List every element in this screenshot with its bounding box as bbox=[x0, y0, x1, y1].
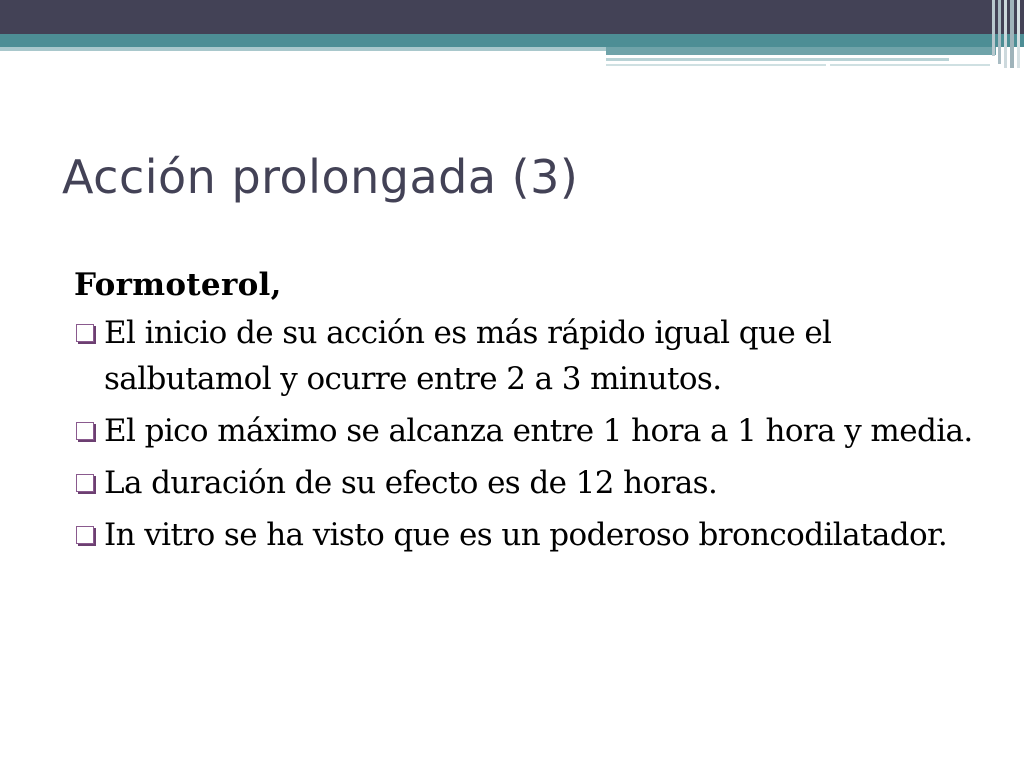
square-bullet-icon bbox=[76, 474, 94, 492]
bullet-text: El inicio de su acción es más rápido igual que el salbutamol y ocurre entre 2 a 3 minutos. bbox=[104, 315, 832, 397]
header-vertical-stripe bbox=[1004, 0, 1007, 68]
header-notch-line bbox=[606, 47, 996, 55]
header-notch-line bbox=[606, 64, 826, 66]
header-notch-line bbox=[830, 64, 990, 66]
header-band-teal bbox=[0, 34, 1024, 47]
header-band-dark bbox=[0, 0, 1024, 34]
slide-content bbox=[74, 262, 974, 564]
header-vertical-stripe bbox=[1017, 0, 1020, 68]
bullet-item bbox=[74, 512, 974, 558]
header-notch-line bbox=[606, 58, 949, 61]
bullet-item bbox=[74, 408, 974, 454]
bullet-item bbox=[74, 310, 974, 402]
header-vertical-stripe bbox=[992, 0, 995, 56]
slide-title: Acción prolongada (3) bbox=[62, 150, 579, 204]
square-bullet-icon bbox=[76, 526, 94, 544]
bullet-text: La duración de su efecto es de 12 horas. bbox=[104, 465, 718, 501]
subheading: Formoterol, bbox=[74, 267, 282, 303]
bullet-text: El pico máximo se alcanza entre 1 hora a 1 hora y media. bbox=[104, 413, 973, 449]
bullet-text: In vitro se ha visto que es un poderoso broncodilatador. bbox=[104, 517, 948, 553]
header-vertical-stripe bbox=[1010, 0, 1014, 68]
header-band-light bbox=[0, 47, 610, 51]
square-bullet-icon bbox=[76, 422, 94, 440]
header-vertical-stripe bbox=[998, 0, 1001, 64]
bullet-list bbox=[74, 310, 974, 558]
square-bullet-icon bbox=[76, 324, 94, 342]
bullet-item bbox=[74, 460, 974, 506]
